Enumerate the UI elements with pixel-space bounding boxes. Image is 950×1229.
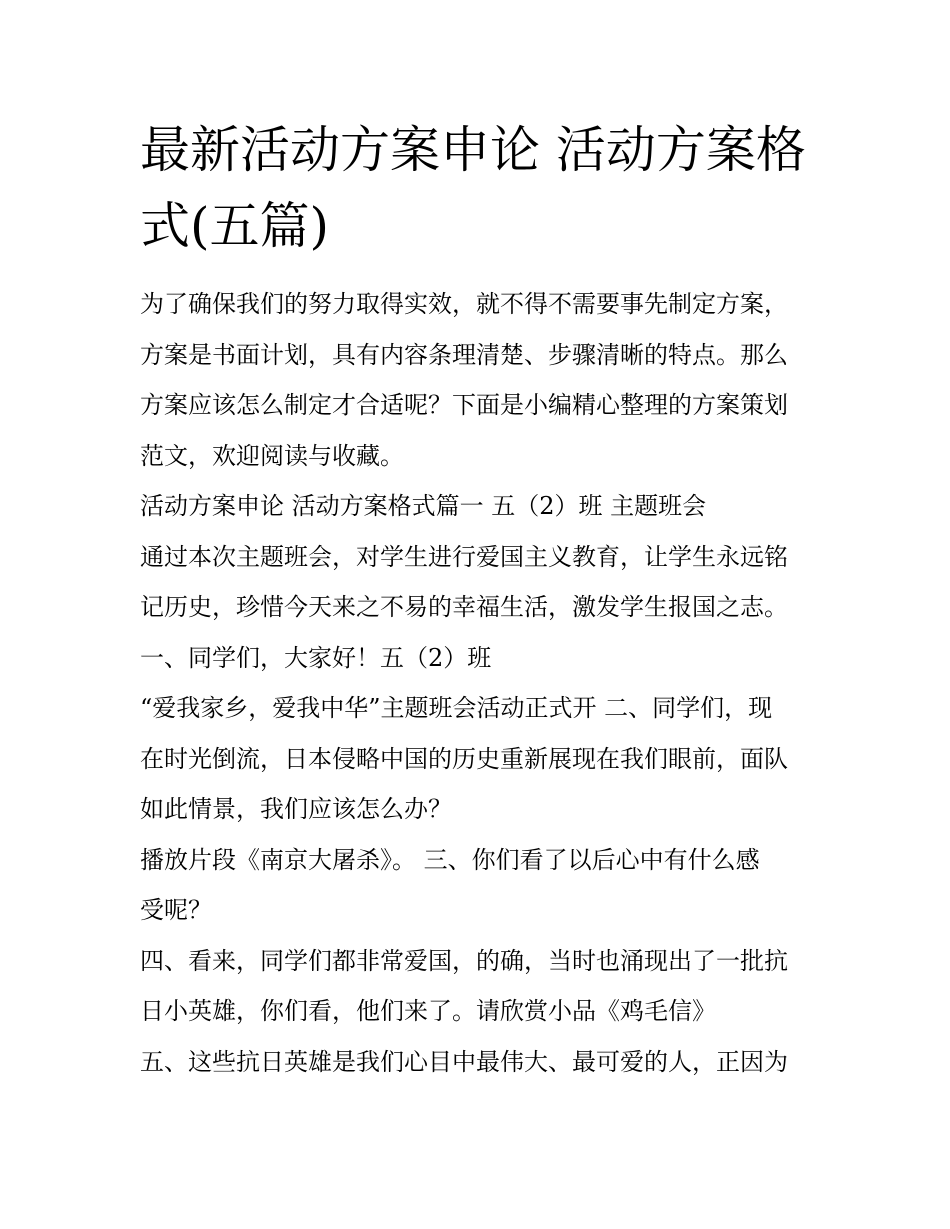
body-line: 在时光倒流，日本侵略中国的历史重新展现在我们眼前，面队 [140, 744, 788, 773]
body-line: 四、看来，同学们都非常爱国，的确，当时也涌现出了一批抗 [140, 946, 788, 975]
document-body [140, 279, 830, 1087]
body-line: 方案是书面计划，具有内容条理清楚、步骤清晰的特点。那么 [140, 340, 788, 369]
body-line: 播放片段《南京大屠杀》。 三、你们看了以后心中有什么感 [140, 845, 760, 874]
body-line: 范文，欢迎阅读与收藏。 [140, 441, 404, 470]
body-line: 日小英雄，你们看，他们来了。请欣赏小品《鸡毛信》 [140, 997, 716, 1025]
body-line: 如此情景，我们应该怎么办？ [140, 795, 452, 823]
body-line: “爱我家乡，爱我中华”主题班会活动正式开 二、同学们，现 [140, 694, 773, 722]
title-line: 式(五篇) [140, 197, 330, 255]
body-line: 记历史，珍惜今天来之不易的幸福生活，激发学生报国之志。 [140, 593, 788, 621]
body-line: 为了确保我们的努力取得实效，就不得不需要事先制定方案， [140, 290, 788, 318]
body-line: 一、同学们，大家好！五（2）班 [140, 643, 492, 672]
body-line: 方案应该怎么制定才合适呢？下面是小编精心整理的方案策划 [140, 391, 788, 419]
document-title [140, 112, 820, 264]
body-line: 通过本次主题班会，对学生进行爱国主义教育，让学生永远铭 [140, 542, 788, 571]
body-line: 受呢？ [140, 896, 212, 924]
body-line: 五、这些抗日英雄是我们心目中最伟大、最可爱的人，正因为 [140, 1047, 788, 1076]
section-heading: 活动方案申论 活动方案格式篇一 五（2）班 主题班会 [140, 492, 707, 520]
title-line: 最新活动方案申论 活动方案格 [140, 121, 806, 179]
